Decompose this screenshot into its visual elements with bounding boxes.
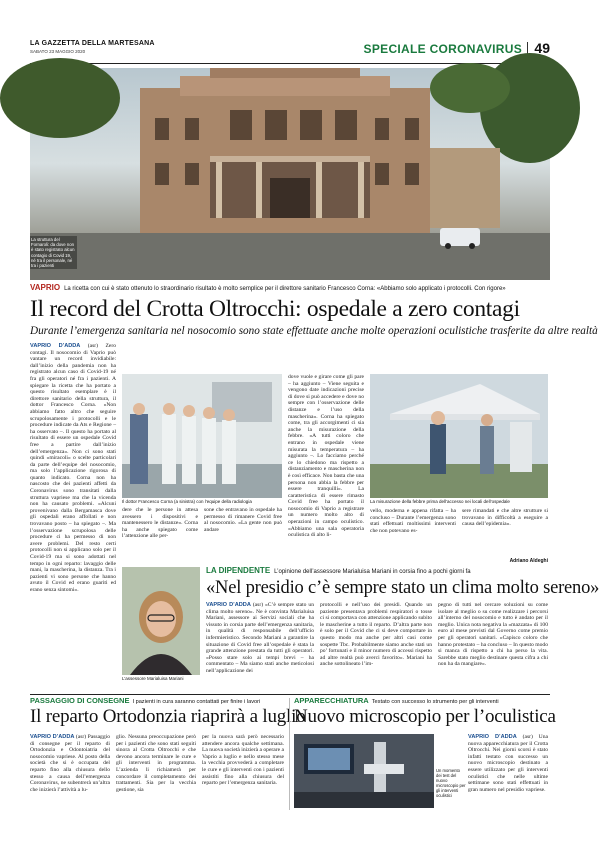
hospital-building-illustration bbox=[30, 68, 550, 280]
article2-column-2: protocolli e nell’uso dei presidi. Quando un paziente presentava problemi respiratori o tosse ci si comportava con attenzione applicando subito le mascherine a tutto il reparto. D’altra parte non è solo per il Covid che ci si deve comportare in questo modo ma anche per altri casi come sospette Tbc. Probabilmente siamo anche stati un po’ fortunati e il minor numero di accessi rispetto ad altre realtà può averci favorito». Mariani ha anche sottolineato l’im- bbox=[320, 602, 432, 668]
article1-column-1 bbox=[30, 343, 116, 593]
hospital-photo bbox=[30, 68, 550, 280]
article1-byline: Adriano Aldeghi bbox=[509, 558, 548, 564]
page-number: 49 bbox=[534, 40, 550, 56]
article2-title: «Nel presidio c’è sempre stato un clima molto sereno» bbox=[206, 578, 599, 598]
article4-kicker-place: APPARECCHIATURA bbox=[294, 696, 369, 705]
fever-check-caption: La misurazione della febbre prima dell’accesso nei locali dell’ospedale bbox=[370, 499, 510, 504]
article1-col1-text: (asr) Zero contagi. Il nosocomio di Vaprio può vantare un record invidiabile: dall’inizio della pandemia non ha registrato alcun caso di Covid-19 né fra gli operatori né fra i pazienti. A spiegare la ricetta che ha portato a questo risultato esemplare è il direttore sanitario della struttura, il dottor Francesco Corna. «Non abbiamo fatto altro che seguire scrupolosamente i protocolli e le procedure indicate da Ats e Regione – ha osservato –. Il questo ha portato al risultato di essere un ospedale Covid free a partire dall’inizio dell’emergenza». Non ci sono stati quindi «miracoli» o scelte particolari da parte dell’equipe del nosocomio, ma solo l’applicazione rigorosa di quanto indicato. Corna non ha nascosto che dei pazienti affetti da Coronavirus sono transitati dalla struttura vapriese ma che la vicenda non ha causato problemi. «Alcuni provenivano dalla Bergamasca dove gli ospedali erano affollati e non trovavano posto – ha spiegato –. Ma l’osservazione scrupolosa delle procedure ci ha permesso di non avere problemi. Del resto certi protocolli non si applicano solo per il Covid-19 ma si sono adottati nel tempo in ogni reparto: lavaggio delle mani, la mascherina, la distanza. Tra i pazienti vi sono persone che hanno avuto il Covid ed erano guariti ed erano senza sintomi». bbox=[30, 343, 116, 593]
article2-column-1 bbox=[206, 602, 314, 692]
article2-kicker-place: LA DIPENDENTE bbox=[206, 566, 271, 575]
article1-kicker-place: VAPRIO bbox=[30, 283, 61, 292]
assessore-photo-caption: L’assessore Marialuisa Mariani bbox=[122, 676, 184, 681]
article3-lead: VAPRIO D’ADDA bbox=[30, 734, 75, 740]
article4-lead: VAPRIO D’ADDA bbox=[468, 734, 517, 740]
section-title: SPECIALE CORONAVIRUS bbox=[363, 42, 522, 56]
microscope-illustration bbox=[294, 734, 434, 808]
column-divider bbox=[289, 698, 290, 810]
article4-col1-text: (asr) Una nuova apparecchiatura per il Crotta Oltrocchi. Nei giorni scorsi è stato infatti testato con successo un nuovo microscopio destinato a essere utilizzato per gli interventi oculistici che nelle ultime settimane sono stati effettuati in gran numero nel presidio vapriese. bbox=[468, 734, 548, 793]
article3-kicker-place: PASSAGGIO DI CONSEGNE bbox=[30, 696, 130, 705]
article2-kicker-text: L’opinione dell’assessore Marialuisa Mariani in corsia fino a pochi giorni fa bbox=[274, 569, 471, 575]
article4-title: Nuovo microscopio per l’oculistica bbox=[294, 706, 556, 727]
article2-kicker bbox=[206, 566, 550, 576]
article3-title: Il reparto Ortodonzia riaprirà a luglio bbox=[30, 706, 306, 727]
article1-column-4: dove vuole e girare come gli pare – ha aggiunto – Viene seguita e vengono date indicazioni precise di dove si può accedere e dove no sempre con l’osservazione delle distanze e l’uso della mascherina». Corna ha spiegato come, tra gli accorgimenti ci sia anche la misurazione della febbre. «A tutti coloro che entrano in ospedale viene misurata la temperatura – ha aggiunto –. Lo facciamo perché ce lo chiedono ma rispetto a distanziamento e mascherina non è così efficace. Non basta che una persona non abbia la febbre per essere tranquilli». La caratteristica di essere rimasto Covid free ha portato il nosocomio di Vaprio a registrare un numero molto alto di operazioni in campo oculistico. «Abbiamo una sala operatoria oculistica di alto li- bbox=[288, 374, 364, 539]
article1-column-5: vello, moderna e appena rifatta – ha concluso – Durante l’emergenza sono stati effettuati moltissimi interventi che non potevano es- bbox=[370, 508, 456, 534]
article4-column-1 bbox=[468, 734, 548, 810]
section-divider bbox=[30, 694, 550, 695]
fever-check-illustration bbox=[370, 374, 548, 498]
article3-column-1 bbox=[30, 734, 110, 810]
article2-column-3: pegno di tutti nel cercare soluzioni su come isolare al meglio o su come realizzare i percorsi all’interno del nosocomio e tutto è andato per il meglio. Unica nota negativa la «mazzata» di 100 euro al mese previsti dal Governo come premio per gli operatori sanitari. «Capisco coloro che hanno protestato – ha concluso – In questo modo si manca di rispetto a chi ha perso la vita. Sarebbe stato meglio destinare questa cifra a chi non ha da mangiare». bbox=[438, 602, 548, 668]
article4-kicker-text: Testato con successo lo strumento per gli interventi bbox=[371, 699, 499, 705]
article1-lead: VAPRIO D’ADDA bbox=[30, 343, 81, 349]
article3-col1-text: (asr) Passaggio di consegne per il reparto di Ortodonzia e Odontoiatria del nosocomio vapriese. Al posto della società che si è occupata del reparto fino alla chiusura dello stesso a causa dell’emergenza Coronavirus, ne subentrerà un’altra che inizierà l’attività a lu- bbox=[30, 734, 111, 793]
article3-column-2: glio. Nessuna preoccupazione però per i pazienti che sono stati seguiti sinora al Crotta Oltrocchi e che devono ancora terminare le cure e gli interventi in programma. L’azienda li richiamerà per concordare il completamento dei trattamenti. Sia per la vecchia gestione, sia bbox=[116, 734, 196, 793]
radiology-team-photo bbox=[122, 374, 282, 498]
article3-column-3: per la nuova sarà però necessario attendere ancora qualche settimana. La nuova società inizierà a operare a Vaprio a luglio e nello stesso mese la vecchia provvederà a completare le cure e gli interventi con i pazienti assistiti fino alla chiusura del reparto per l’emergenza sanitaria. bbox=[202, 734, 284, 787]
fever-check-photo bbox=[370, 374, 548, 498]
microscope-photo-caption: Un momento dei test del nuovo microscopio per gli interventi oculistici bbox=[436, 768, 466, 798]
article1-column-3: sone che entravano in ospedale ha permesso di rimanere Covid free al nosocomio. «La gente non può andare bbox=[204, 507, 282, 533]
article1-kicker-text: La ricetta con cui è stato ottenuto lo straordinario risultato è molto semplice per il direttore sanitario Francesco Corna: «Abbiamo solo applicato i protocolli. Con rigore» bbox=[64, 286, 506, 292]
article2-lead: VAPRIO D’ADDA bbox=[206, 602, 251, 608]
radiology-team-illustration bbox=[122, 374, 282, 498]
hospital-photo-caption: La struttura del Fornaroli: da dove non è stato registrato alcun contagio di Covid 19, né tra il personale, né tra i pazienti bbox=[30, 236, 77, 269]
assessore-portrait-illustration bbox=[122, 567, 200, 675]
article1-column-2: dere che le persone in attesa avessero i dispositivi e mantenessero le distanze». Corna ha anche spiegato come l’attenzione alle per- bbox=[122, 507, 198, 540]
assessore-portrait-photo bbox=[122, 567, 200, 675]
article1-column-6: sere rimandati e che altre strutture si trovavano in difficoltà a eseguire a causa dell’epidemia». bbox=[462, 508, 548, 528]
radiology-photo-caption: Il dottor Francesco Corna (a sinistra) con l’equipe della radiologia bbox=[122, 499, 252, 504]
microscope-photo bbox=[294, 734, 434, 808]
page-header bbox=[30, 40, 550, 64]
article1-kicker bbox=[30, 283, 550, 293]
article1-subtitle: Durante l’emergenza sanitaria nel nosocomio sono state effettuate anche molte operazioni oculistiche trasferite da altre realtà bbox=[30, 325, 598, 337]
article1-title: Il record del Crotta Oltrocchi: ospedale a zero contagi bbox=[30, 296, 520, 322]
article3-kicker-text: I pazienti in cura saranno contattati per finire i lavori bbox=[132, 699, 261, 705]
issue-date: SABATO 23 MAGGIO 2020 bbox=[30, 49, 86, 54]
newspaper-name: LA GAZZETTA DELLA MARTESANA bbox=[30, 40, 155, 47]
article2-col1-text: (asr) «C’è sempre stato un clima molto sereno». Ne è convinta Marialuisa Mariani, assessore ai Servizi sociali che ha vissuto in corsia parte dell’emergenza sanitaria, in qualità di responsabile dell’ufficio infermieristico. Secondo Mariani a garantire la situazione di Covid free all’ospedale è stata la grande attenzione prestata da tutti gli operatori. «Posso stare solo ai tempi brevi – ha commentato – Ma siamo stati anche meticolosi nell’applicazione dei bbox=[206, 602, 314, 674]
